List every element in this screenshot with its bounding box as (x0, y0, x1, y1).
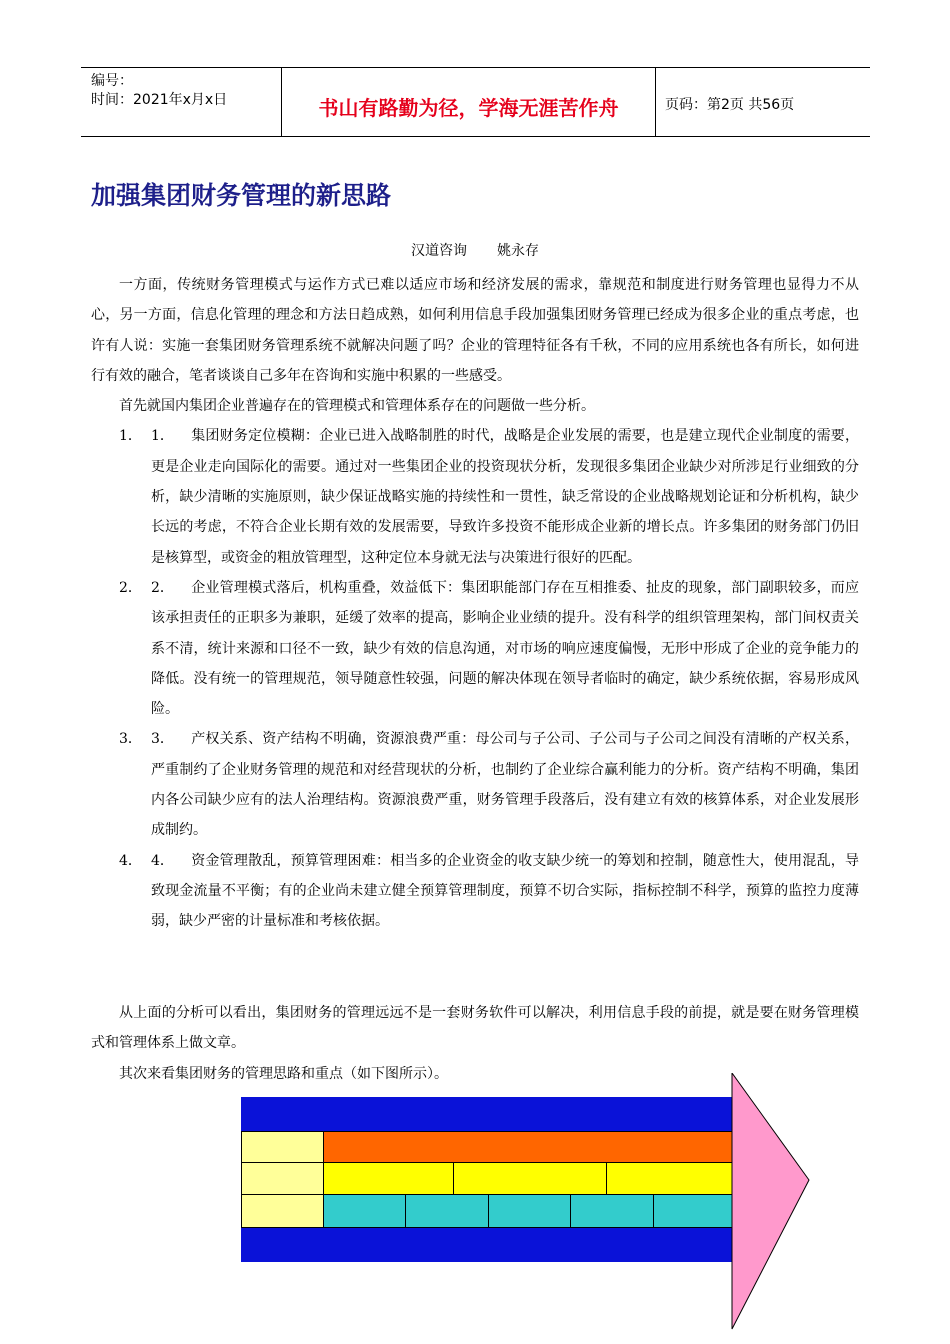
diagram-teal-cell (488, 1194, 571, 1228)
paragraph-lead: 首先就国内集团企业普遍存在的管理模式和管理体系存在的问题做一些分析。 (119, 398, 595, 415)
body-text (91, 270, 859, 937)
list-subnumber: 2． (151, 579, 174, 596)
list-number: 1． (119, 428, 142, 445)
header-motto: 书山有路勤为径，学海无涯苦作舟 (318, 96, 619, 120)
list-number: 2． (119, 579, 142, 596)
page-header (81, 67, 870, 137)
header-number: 编号： (91, 73, 133, 89)
diagram-teal-cell (323, 1194, 406, 1228)
management-diagram (241, 1073, 811, 1333)
list-number: 4． (119, 852, 142, 869)
diagram-row-label (241, 1131, 324, 1163)
byline-org: 汉道咨询 (411, 243, 467, 259)
diagram-teal-cell (570, 1194, 654, 1228)
byline (0, 240, 950, 260)
list-number: 3． (119, 731, 142, 748)
list-item (91, 724, 859, 845)
list-text: 集团财务定位模糊：企业已进入战略制胜的时代，战略是企业发展的需要，也是建立现代企业制度的需要，更是企业走向国际化的需要。通过对一些集团企业的投资现状分析，发现很多集团企业缺少对所涉足行业细致的分析，缺少清晰的实施原则，缺少保证战略实施的持续性和一贯性，缺乏常设的企业战略规划论证和分析机构，缺少长远的考虑，不符合企业长期有效的发展需要，导致许多投资不能形成企业新的增长点。许多集团的财务部门仍旧是核算型，或资金的粗放管理型，这种定位本身就无法与决策进行很好的匹配。 (151, 428, 859, 566)
diagram-row-label (241, 1194, 324, 1228)
diagram-row-label (241, 1162, 324, 1195)
header-meta (91, 72, 227, 110)
paragraph-diagram-intro: 其次来看集团财务的管理思路和重点（如下图所示）。 (119, 1065, 448, 1082)
diagram-yellow-cell (453, 1162, 607, 1195)
list-subnumber: 1． (151, 428, 174, 445)
list-text: 产权关系、资产结构不明确，资源浪费严重：母公司与子公司、子公司与子公司之间没有清晰的产权关系，严重制约了企业财务管理的规范和对经营现状的分析，也制约了企业综合赢利能力的分析。资产结构不明确，集团内各公司缺少应有的法人治理结构。资源浪费严重，财务管理手段落后，没有建立有效的核算体系，对企业发展形成制约。 (151, 731, 859, 839)
diagram-yellow-cell (606, 1162, 735, 1195)
document-title: 加强集团财务管理的新思路 (91, 181, 392, 210)
diagram-band-bottom (241, 1228, 735, 1262)
list-subnumber: 3． (151, 731, 174, 748)
list-text: 资金管理散乱，预算管理困难：相当多的企业资金的收支缺少统一的筹划和控制，随意性大，使用混乱，导致现金流量不平衡；有的企业尚未建立健全预算管理制度，预算不切合实际，指标控制不科学，预算的监控力度薄弱，缺少严密的计量标准和考核依据。 (151, 852, 859, 930)
diagram-orange-bar (323, 1131, 735, 1163)
paragraph-conclusion: 从上面的分析可以看出，集团财务的管理远远不是一套财务软件可以解决，利用信息手段的前提，就是要在财务管理模式和管理体系上做文章。 (91, 1005, 859, 1052)
list-text: 企业管理模式落后，机构重叠，效益低下：集团职能部门存在互相推委、扯皮的现象，部门副职较多，而应该承担责任的正职多为兼职，延缓了效率的提高，影响企业业绩的提升。没有科学的组织管理架构，部门间权责关系不清，统计来源和口径不一致，缺少有效的信息沟通，对市场的响应速度偏慢，无形中形成了企业的竞争能力的降低。没有统一的管理规范，领导随意性较强，问题的解决体现在领导者临时的确定，缺少系统依据，容易形成风险。 (151, 579, 859, 718)
byline-author: 姚永存 (497, 243, 539, 259)
diagram-arrow-head (731, 1073, 811, 1331)
header-divider (655, 68, 656, 136)
list-item (91, 421, 859, 572)
list-item (91, 573, 859, 724)
header-page-number: 页码：第2页 共56页 (665, 97, 795, 113)
diagram-teal-cell (405, 1194, 489, 1228)
list-subnumber: 4． (151, 852, 174, 869)
header-time: 时间：2021年x月x日 (91, 92, 228, 108)
paragraph-intro: 一方面，传统财务管理模式与运作方式已难以适应市场和经济发展的需求，靠规范和制度进行财务管理也显得力不从心，另一方面，信息化管理的理念和方法日趋成熟，如何利用信息手段加强集团财务管理已经成为很多企业的重点考虑，也许有人说：实施一套集团财务管理系统不就解决问题了吗？企业的管理特征各有千秋，不同的应用系统也各有所长，如何进行有效的融合，笔者谈谈自己多年在咨询和实施中积累的一些感受。 (91, 277, 859, 384)
diagram-teal-cell (653, 1194, 735, 1228)
diagram-yellow-cell (323, 1162, 454, 1195)
list-item (91, 846, 859, 937)
diagram-band-top (241, 1097, 735, 1131)
arrow-head-shape (732, 1073, 809, 1329)
